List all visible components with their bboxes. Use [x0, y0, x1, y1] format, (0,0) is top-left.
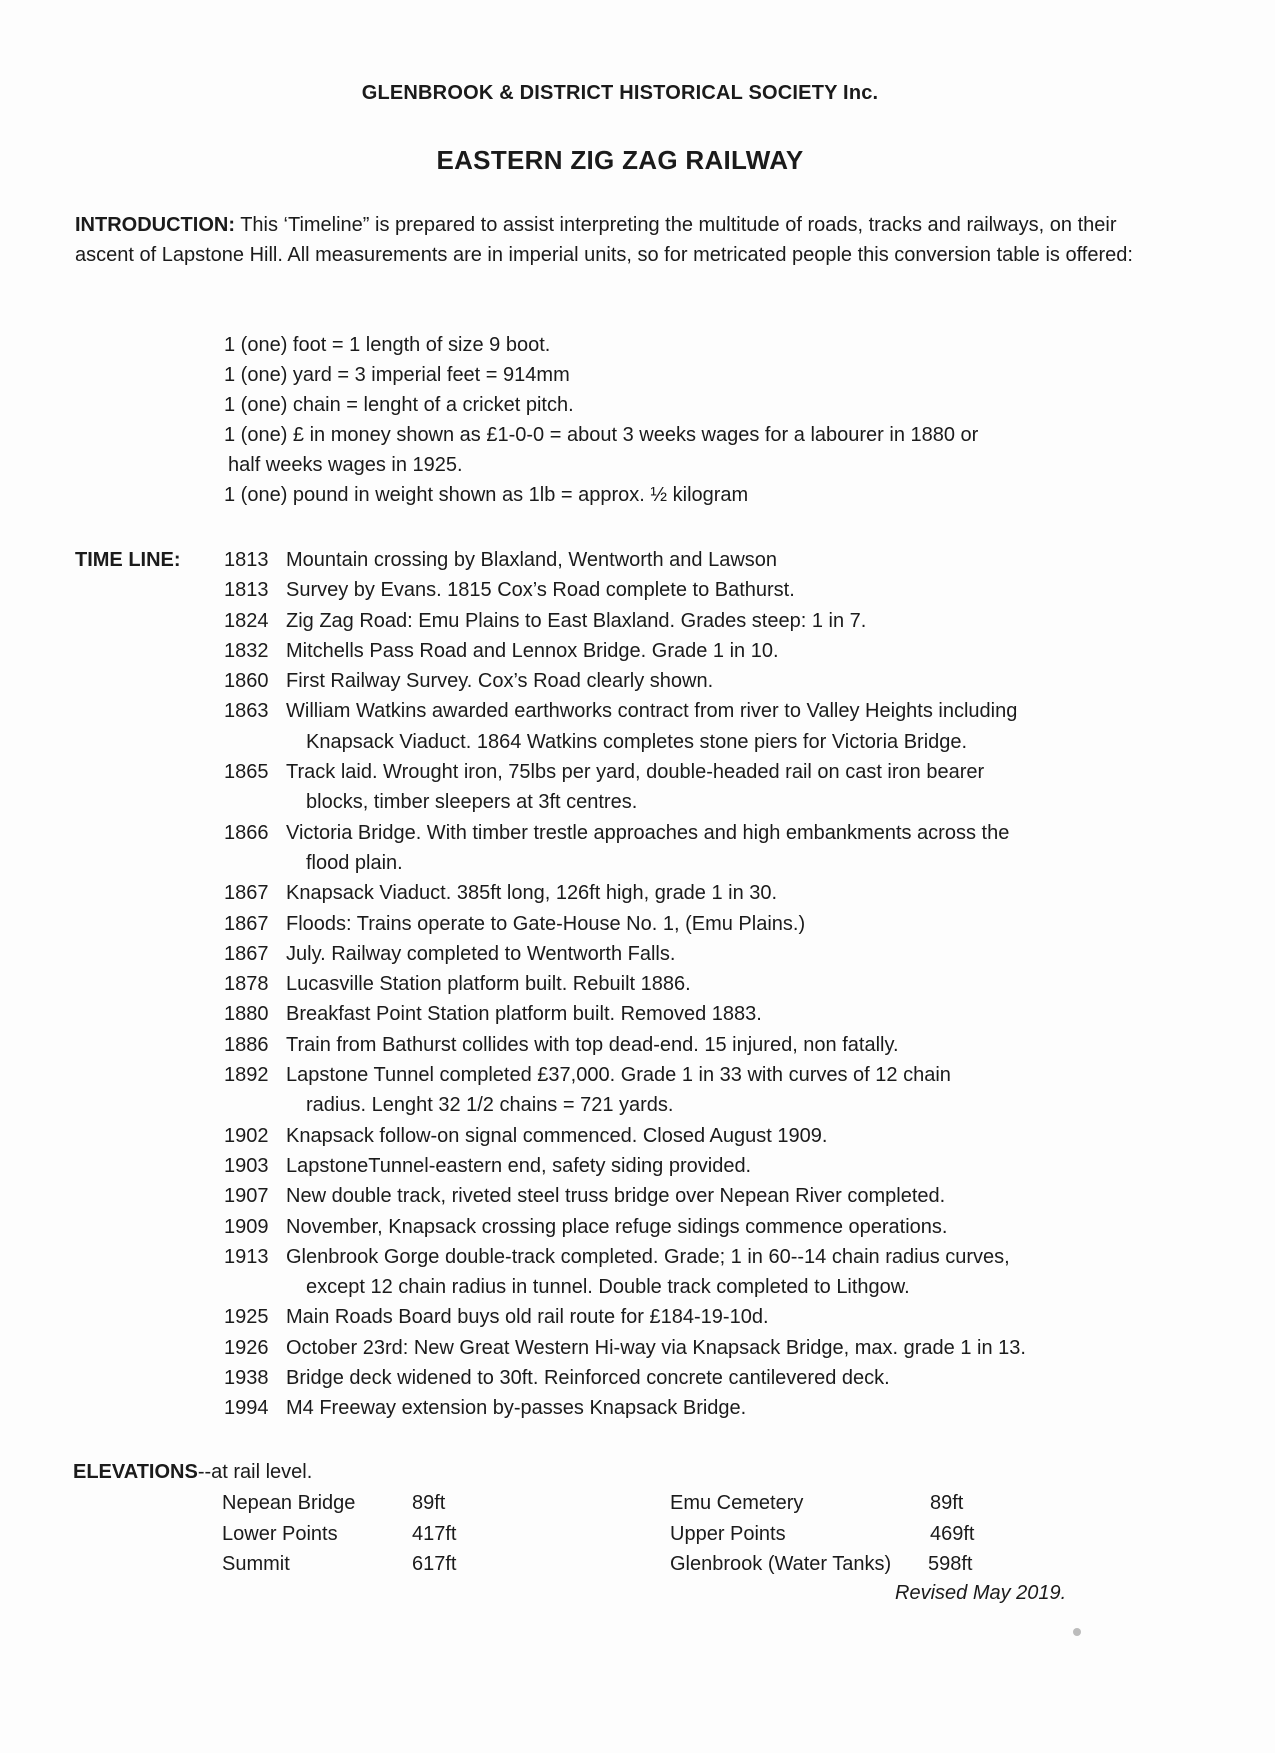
timeline-text: November, Knapsack crossing place refuge sidings commence operations.	[286, 1215, 948, 1238]
timeline-text-block	[286, 606, 1159, 636]
timeline-text: Main Roads Board buys old rail route for £184-19-10d.	[286, 1306, 769, 1329]
timeline-event	[224, 1030, 1159, 1060]
timeline-event	[224, 606, 1159, 636]
conversion-row: 1 (one) pound in weight shown as 1lb = approx. ½ kilogram	[224, 484, 749, 506]
timeline-year: 1865	[224, 761, 269, 784]
timeline-event	[224, 1242, 1159, 1303]
timeline-text: Survey by Evans. 1815 Cox’s Road complete to Bathurst.	[286, 579, 795, 602]
elevation-height: 617ft	[412, 1553, 457, 1575]
timeline-year: 1892	[224, 1064, 269, 1087]
timeline-list	[224, 545, 1159, 1424]
timeline-text: Train from Bathurst collides with top dead-end. 15 injured, non fatally.	[286, 1033, 899, 1056]
elevation-place: Emu Cemetery	[670, 1492, 804, 1514]
timeline-text: Mountain crossing by Blaxland, Wentworth and Lawson	[286, 549, 778, 571]
conversion-row: 1 (one) foot = 1 length of size 9 boot.	[224, 334, 551, 356]
timeline-text: October 23rd: New Great Western Hi-way via Knapsack Bridge, max. grade 1 in 13.	[286, 1336, 1026, 1359]
timeline-text: M4 Freeway extension by-passes Knapsack Bridge.	[286, 1397, 747, 1420]
timeline-text-continued: Knapsack Viaduct. 1864 Watkins completes stone piers for Victoria Bridge.	[306, 730, 968, 753]
timeline-text: Lucasville Station platform built. Rebuilt 1886.	[286, 973, 691, 996]
timeline-text-block	[286, 575, 1159, 605]
timeline-text: William Watkins awarded earthworks contract from river to Valley Heights including	[286, 700, 1018, 723]
elevation-place: Nepean Bridge	[222, 1492, 356, 1514]
timeline-text-block	[286, 666, 1159, 696]
timeline-text-block	[286, 818, 1159, 879]
introduction-label: INTRODUCTION:	[75, 214, 235, 236]
timeline-event	[224, 939, 1159, 969]
timeline-event	[224, 878, 1159, 908]
elevation-row	[222, 1519, 456, 1550]
timeline-text: Victoria Bridge. With timber trestle approaches and high embankments across the	[286, 821, 1010, 844]
timeline-year: 1913	[224, 1245, 269, 1268]
timeline-text: July. Railway completed to Wentworth Falls.	[286, 942, 676, 965]
timeline-text: Knapsack follow-on signal commenced. Closed August 1909.	[286, 1124, 828, 1147]
timeline-text-block	[286, 1363, 1159, 1393]
timeline-text: LapstoneTunnel-eastern end, safety siding provided.	[286, 1154, 752, 1177]
elevation-place: Summit	[222, 1553, 290, 1575]
timeline-text: Bridge deck widened to 30ft. Reinforced concrete cantilevered deck.	[286, 1367, 890, 1390]
timeline-text-continued: radius. Lenght 32 1/2 chains = 721 yards.	[306, 1094, 674, 1117]
timeline-text: Breakfast Point Station platform built. Removed 1883.	[286, 1003, 762, 1026]
timeline-text-block	[286, 1060, 1159, 1121]
conversion-row: 1 (one) yard = 3 imperial feet = 914mm	[224, 364, 570, 386]
timeline-text: Mitchells Pass Road and Lennox Bridge. Grade 1 in 10.	[286, 639, 779, 662]
elevation-row	[670, 1549, 974, 1580]
timeline-year: 1926	[224, 1336, 269, 1359]
timeline-text-block	[286, 999, 1159, 1029]
elevation-place: Lower Points	[222, 1522, 338, 1545]
elevation-height: 89ft	[412, 1492, 446, 1514]
timeline-year: 1938	[224, 1367, 269, 1390]
introduction-text: This ‘Timeline” is prepared to assist interpreting the multitude of roads, tracks and railways, on their ascent of Lapstone Hill. All measurements are in imperial units, so for metricated people this conversion table is offered:	[75, 214, 1133, 266]
timeline-event	[224, 818, 1159, 879]
timeline-text-block	[286, 909, 1159, 939]
timeline-event	[224, 969, 1159, 999]
elevations-left-column	[222, 1488, 456, 1580]
elevations-label: ELEVATIONS	[73, 1461, 198, 1483]
elevation-row	[222, 1488, 456, 1519]
elevation-row	[670, 1519, 974, 1550]
timeline-text-block	[286, 636, 1159, 666]
timeline-text-block	[286, 1302, 1159, 1332]
timeline-text-block	[286, 1333, 1159, 1363]
timeline-text-block	[286, 1121, 1159, 1151]
timeline-year: 1867	[224, 942, 269, 965]
timeline-event	[224, 1151, 1159, 1181]
timeline-text-block	[286, 1151, 1159, 1181]
timeline-text: First Railway Survey. Cox’s Road clearly shown.	[286, 670, 714, 693]
timeline-text-continued: blocks, timber sleepers at 3ft centres.	[306, 791, 638, 814]
timeline-year: 1909	[224, 1215, 269, 1238]
timeline-label: TIME LINE:	[75, 549, 181, 571]
timeline-text-block	[286, 1181, 1159, 1211]
timeline-year: 1813	[224, 579, 269, 602]
scan-speck	[1073, 1628, 1081, 1636]
timeline-text-block	[286, 757, 1159, 818]
conversion-row: half weeks wages in 1925.	[228, 454, 463, 476]
timeline-year: 1866	[224, 821, 269, 844]
timeline-event	[224, 1333, 1159, 1363]
timeline-event	[224, 636, 1159, 666]
timeline-text-block	[286, 878, 1159, 908]
timeline-event	[224, 1212, 1159, 1242]
timeline-text-block	[286, 1393, 1159, 1423]
timeline-year: 1878	[224, 973, 269, 996]
timeline-year: 1867	[224, 912, 269, 935]
timeline-year: 1860	[224, 670, 269, 693]
conversion-row: 1 (one) chain = lenght of a cricket pitch.	[224, 394, 574, 416]
timeline-year: 1813	[224, 549, 269, 571]
timeline-text-block	[286, 1212, 1159, 1242]
timeline-event	[224, 1121, 1159, 1151]
timeline-year: 1886	[224, 1033, 269, 1056]
elevation-height: 598ft	[928, 1553, 973, 1575]
introduction-paragraph	[75, 210, 1180, 270]
elevation-place: Upper Points	[670, 1522, 786, 1545]
timeline-text-continued: except 12 chain radius in tunnel. Double track completed to Lithgow.	[306, 1276, 910, 1299]
timeline-year: 1994	[224, 1397, 269, 1420]
conversion-table	[224, 330, 1124, 510]
timeline-event	[224, 1181, 1159, 1211]
timeline-event	[224, 999, 1159, 1029]
timeline-event	[224, 1060, 1159, 1121]
timeline-text-block	[286, 545, 1159, 575]
timeline-year: 1832	[224, 639, 269, 662]
timeline-text: Glenbrook Gorge double-track completed. Grade; 1 in 60--14 chain radius curves,	[286, 1245, 1010, 1268]
timeline-text: Track laid. Wrought iron, 75lbs per yard, double-headed rail on cast iron bearer	[286, 761, 985, 784]
timeline-event	[224, 1302, 1159, 1332]
timeline-text: New double track, riveted steel truss bridge over Nepean River completed.	[286, 1185, 946, 1208]
timeline-event	[224, 666, 1159, 696]
timeline-text: Knapsack Viaduct. 385ft long, 126ft high, grade 1 in 30.	[286, 882, 778, 905]
timeline-event	[224, 696, 1159, 757]
timeline-text-block	[286, 1030, 1159, 1060]
timeline-year: 1907	[224, 1185, 269, 1208]
timeline-year: 1903	[224, 1154, 269, 1177]
timeline-text: Zig Zag Road: Emu Plains to East Blaxland. Grades steep: 1 in 7.	[286, 609, 867, 632]
timeline-year: 1880	[224, 1003, 269, 1026]
timeline-text: Floods: Trains operate to Gate-House No. 1, (Emu Plains.)	[286, 912, 806, 935]
timeline-year: 1824	[224, 609, 269, 632]
timeline-event	[224, 545, 1159, 575]
timeline-event	[224, 909, 1159, 939]
elevation-height: 469ft	[930, 1522, 975, 1545]
elevation-height: 417ft	[412, 1522, 457, 1545]
timeline-event	[224, 575, 1159, 605]
timeline-text-block	[286, 696, 1159, 757]
elevation-row	[670, 1488, 974, 1519]
timeline-event	[224, 1393, 1159, 1423]
timeline-text: Lapstone Tunnel completed £37,000. Grade 1 in 33 with curves of 12 chain	[286, 1064, 951, 1087]
elevations-right-column	[670, 1488, 974, 1580]
timeline-year: 1867	[224, 882, 269, 905]
timeline-year: 1925	[224, 1306, 269, 1329]
elevation-row	[222, 1549, 456, 1580]
timeline-event	[224, 1363, 1159, 1393]
timeline-text-block	[286, 969, 1159, 999]
elevation-place: Glenbrook (Water Tanks)	[670, 1553, 892, 1575]
timeline-year: 1902	[224, 1124, 269, 1147]
elevations-label-suffix: --at rail level.	[197, 1461, 313, 1483]
timeline-text-continued: flood plain.	[306, 851, 403, 874]
revision-note: Revised May 2019.	[895, 1582, 1067, 1604]
elevation-height: 89ft	[930, 1492, 964, 1514]
timeline-year: 1863	[224, 700, 269, 723]
document-title: EASTERN ZIG ZAG RAILWAY	[436, 145, 804, 175]
timeline-text-block	[286, 1242, 1159, 1303]
organisation-name: GLENBROOK & DISTRICT HISTORICAL SOCIETY Inc.	[361, 82, 879, 104]
timeline-text-block	[286, 939, 1159, 969]
elevations-heading	[73, 1457, 312, 1487]
timeline-event	[224, 757, 1159, 818]
conversion-row: 1 (one) £ in money shown as £1-0-0 = about 3 weeks wages for a labourer in 1880 or	[224, 424, 979, 446]
